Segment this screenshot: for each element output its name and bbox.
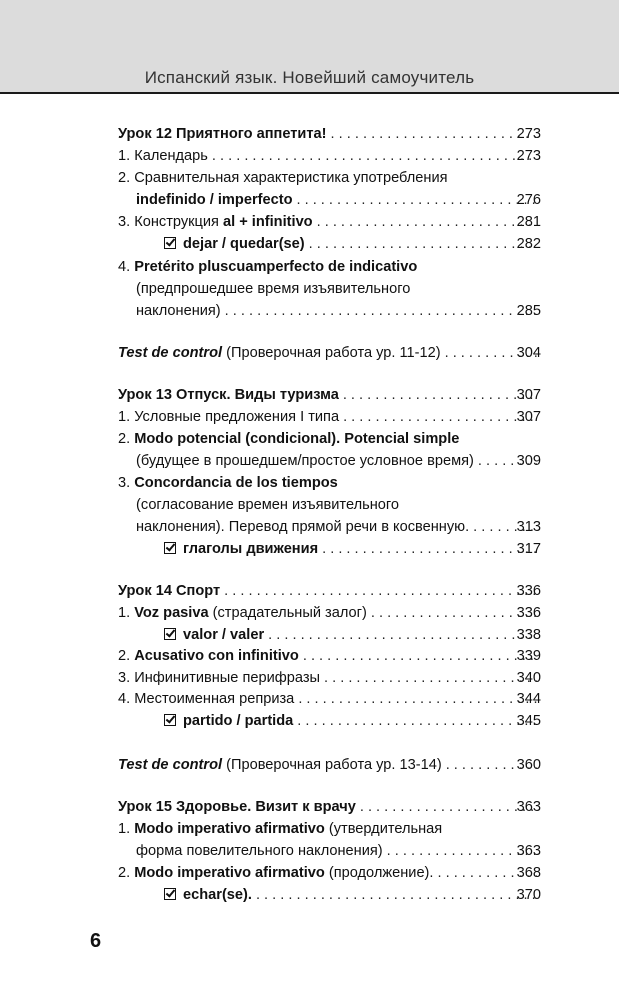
dot-leader [356, 796, 537, 818]
toc-entry [0, 516, 619, 538]
toc-entry-text: (Проверочная работа ур. 11-12) [222, 345, 441, 361]
toc-entry-text: Concordancia de los tiempos [134, 475, 338, 491]
toc-entry-text: (утвердительная [324, 821, 443, 837]
toc-entry-title [136, 494, 399, 516]
dot-leader [299, 645, 537, 667]
toc-entry-text: 3. Инфинитивные перифразы [118, 670, 320, 686]
toc-entry [0, 710, 619, 732]
toc-page-number: 304 [516, 345, 541, 361]
toc-entry-text: Voz pasiva [134, 605, 209, 621]
toc-entry-title [118, 406, 339, 428]
dot-leader [367, 602, 537, 624]
toc-entry-title [118, 688, 294, 710]
toc-page-number: 338 [516, 627, 541, 643]
running-header [0, 0, 619, 94]
toc-entry-text: 2. [118, 648, 135, 664]
checkbox-icon [164, 628, 176, 640]
toc-entry-text: indefinido / imperfecto [136, 192, 293, 208]
toc-page-number: 336 [516, 583, 541, 599]
toc-page-number: 344 [516, 691, 541, 707]
toc-entry [0, 580, 619, 602]
toc-page-number: 307 [516, 387, 541, 403]
toc-entry [0, 450, 619, 472]
checkbox-icon [164, 542, 176, 554]
toc-entry-title [118, 472, 338, 494]
toc-entry [0, 862, 619, 884]
toc-entry [0, 233, 619, 255]
toc-entry [0, 796, 619, 818]
toc-entry-text: 4. Местоименная реприза [118, 691, 295, 707]
toc-entry [0, 688, 619, 710]
toc-entry-text: глаголы движения [183, 541, 319, 557]
checkbox-icon [164, 237, 176, 249]
toc-entry [0, 428, 619, 450]
toc-entry-text: 1. Условные предложения I типа [118, 409, 340, 425]
toc-entry [0, 538, 619, 560]
checkbox-icon [164, 888, 176, 900]
toc-entry [0, 884, 619, 906]
toc-entry-text: форма повелительного наклонения) [136, 843, 383, 859]
toc-entry-text: Acusativo con infinitivo [134, 648, 299, 664]
toc-entry-title [136, 516, 469, 538]
toc-entry [0, 840, 619, 862]
toc-entry [0, 472, 619, 494]
toc-page-number: 285 [516, 303, 541, 319]
toc-entry-text: (продолжение). [324, 865, 434, 881]
toc-page-number: 336 [516, 605, 541, 621]
toc-entry-text: 1. [118, 821, 135, 837]
toc-entry-text: (согласование времен изъявительного [136, 497, 400, 513]
toc-page-number: 339 [516, 648, 541, 664]
toc-entry-text: (Проверочная работа ур. 13-14) [222, 757, 442, 773]
toc-entry [0, 256, 619, 278]
dot-leader [474, 450, 537, 472]
dot-leader [441, 342, 537, 364]
dot-leader [305, 233, 537, 255]
toc-entry-title [118, 754, 442, 776]
toc-entry-title [118, 818, 442, 840]
toc-entry-text: Pretérito pluscuamperfecto de indicativo [134, 259, 418, 275]
toc-entry-text: (будущее в прошедшем/простое условное время) [136, 453, 474, 469]
dot-leader [220, 580, 537, 602]
toc-entry-text: dejar / quedar(se) [183, 236, 305, 252]
toc-entry [0, 754, 619, 776]
toc-entry-title [118, 796, 356, 818]
toc-entry-text: Modo potencial (condicional). Potencial simple [134, 431, 460, 447]
toc-entry-title [136, 189, 292, 211]
toc-entry-text: наклонения). Перевод прямой речи в косвенную. [136, 519, 470, 535]
toc-entry-title [164, 884, 252, 906]
dot-leader [327, 123, 537, 145]
toc-entry-title [118, 862, 433, 884]
toc-entry-text: valor / valer [183, 627, 265, 643]
toc-page-number: 273 [516, 126, 541, 142]
toc-entry-title [118, 428, 459, 450]
toc-entry-text: al + infinitivo [223, 214, 313, 230]
dot-leader [339, 406, 537, 428]
toc-entry-text: Урок 14 Спорт [118, 583, 221, 599]
toc-entry [0, 406, 619, 428]
dot-leader [469, 516, 537, 538]
dot-leader [221, 300, 537, 322]
toc-page-number: 368 [516, 865, 541, 881]
page-number: 6 [90, 930, 102, 952]
toc-entry-title [136, 840, 383, 862]
toc-entry [0, 494, 619, 516]
toc-page-number: 309 [516, 453, 541, 469]
toc-entry [0, 211, 619, 233]
toc-page-number: 313 [516, 519, 541, 535]
toc-entry-text: 1. Календарь [118, 148, 208, 164]
toc-entry [0, 818, 619, 840]
toc-entry-title [118, 645, 299, 667]
toc-page-number: 281 [516, 214, 541, 230]
toc-entry-text: 4. [118, 259, 135, 275]
toc-entry [0, 645, 619, 667]
checkbox-icon [164, 714, 176, 726]
toc-entry-title [118, 256, 417, 278]
toc-entry-text: (страдательный залог) [208, 605, 367, 621]
dot-leader [294, 688, 537, 710]
dot-leader [292, 189, 537, 211]
toc-page-number: 360 [516, 757, 541, 773]
toc-entry-title [118, 211, 313, 233]
dot-leader [320, 667, 537, 689]
toc-page-number: 273 [516, 148, 541, 164]
toc-entry-text: Modo imperativo afirmativo [134, 865, 325, 881]
toc-page-number: 363 [516, 799, 541, 815]
dot-leader [339, 384, 537, 406]
toc-page-number: 345 [516, 713, 541, 729]
toc-page-number: 282 [516, 236, 541, 252]
toc-entry-text: (предпрошедшее время изъявительного [136, 281, 411, 297]
toc-entry [0, 384, 619, 406]
toc-entry-title [136, 278, 410, 300]
toc-entry-text: 2. Сравнительная характеристика употребления [118, 170, 448, 186]
toc-entry-title [164, 538, 318, 560]
toc-entry-text: Modo imperativo afirmativo [134, 821, 325, 837]
toc-entry [0, 300, 619, 322]
toc-entry-text: Урок 13 Отпуск. Виды туризма [118, 387, 339, 403]
toc-entry [0, 624, 619, 646]
dot-leader [293, 710, 537, 732]
dot-leader [208, 145, 537, 167]
toc-page-number: 317 [516, 541, 541, 557]
toc-entry-text: 3. Конструкция [118, 214, 223, 230]
toc-entry-text: 3. [118, 475, 135, 491]
toc-entry-text: Test de control [118, 345, 223, 361]
toc-entry [0, 145, 619, 167]
toc-entry-title [118, 123, 327, 145]
toc-entry [0, 602, 619, 624]
toc-entry-text: Урок 15 Здоровье. Визит к врачу [118, 799, 356, 815]
toc-entry-title [164, 710, 293, 732]
toc-page-number: 307 [516, 409, 541, 425]
toc-entry-title [118, 580, 220, 602]
toc-entry-title [118, 602, 367, 624]
dot-leader [252, 884, 537, 906]
toc-entry-title [118, 384, 339, 406]
toc-entry-title [164, 624, 264, 646]
toc-entry-title [118, 667, 320, 689]
toc-entry [0, 189, 619, 211]
toc-entry [0, 167, 619, 189]
dot-leader [318, 538, 537, 560]
toc-entry-text: Урок 12 Приятного аппетита! [118, 126, 327, 142]
dot-leader [433, 862, 537, 884]
toc-entry-text: echar(se). [183, 887, 252, 903]
toc-entry-text: 2. [118, 865, 135, 881]
toc-entry-title [118, 145, 208, 167]
toc-entry-text: 1. [118, 605, 135, 621]
dot-leader [264, 624, 537, 646]
toc-entry-title [136, 450, 474, 472]
dot-leader [313, 211, 537, 233]
toc-entry-title [118, 167, 448, 189]
toc-entry [0, 123, 619, 145]
dot-leader [383, 840, 537, 862]
dot-leader [442, 754, 537, 776]
toc-page-number: 370 [516, 887, 541, 903]
toc-page-number: 276 [516, 192, 541, 208]
toc-entry [0, 342, 619, 364]
book-title: Испанский язык. Новейший самоучитель [144, 68, 475, 87]
toc-entry-text: Test de control [118, 757, 223, 773]
toc-entry-text: partido / partida [183, 713, 294, 729]
toc-entry-title [164, 233, 305, 255]
toc-entry [0, 278, 619, 300]
toc-entry-title [136, 300, 221, 322]
toc-entry-text: 2. [118, 431, 135, 447]
toc-entry-text: наклонения) [136, 303, 221, 319]
toc-page-number: 363 [516, 843, 541, 859]
toc-entry [0, 667, 619, 689]
toc-entry-title [118, 342, 441, 364]
toc-page-number: 340 [516, 670, 541, 686]
